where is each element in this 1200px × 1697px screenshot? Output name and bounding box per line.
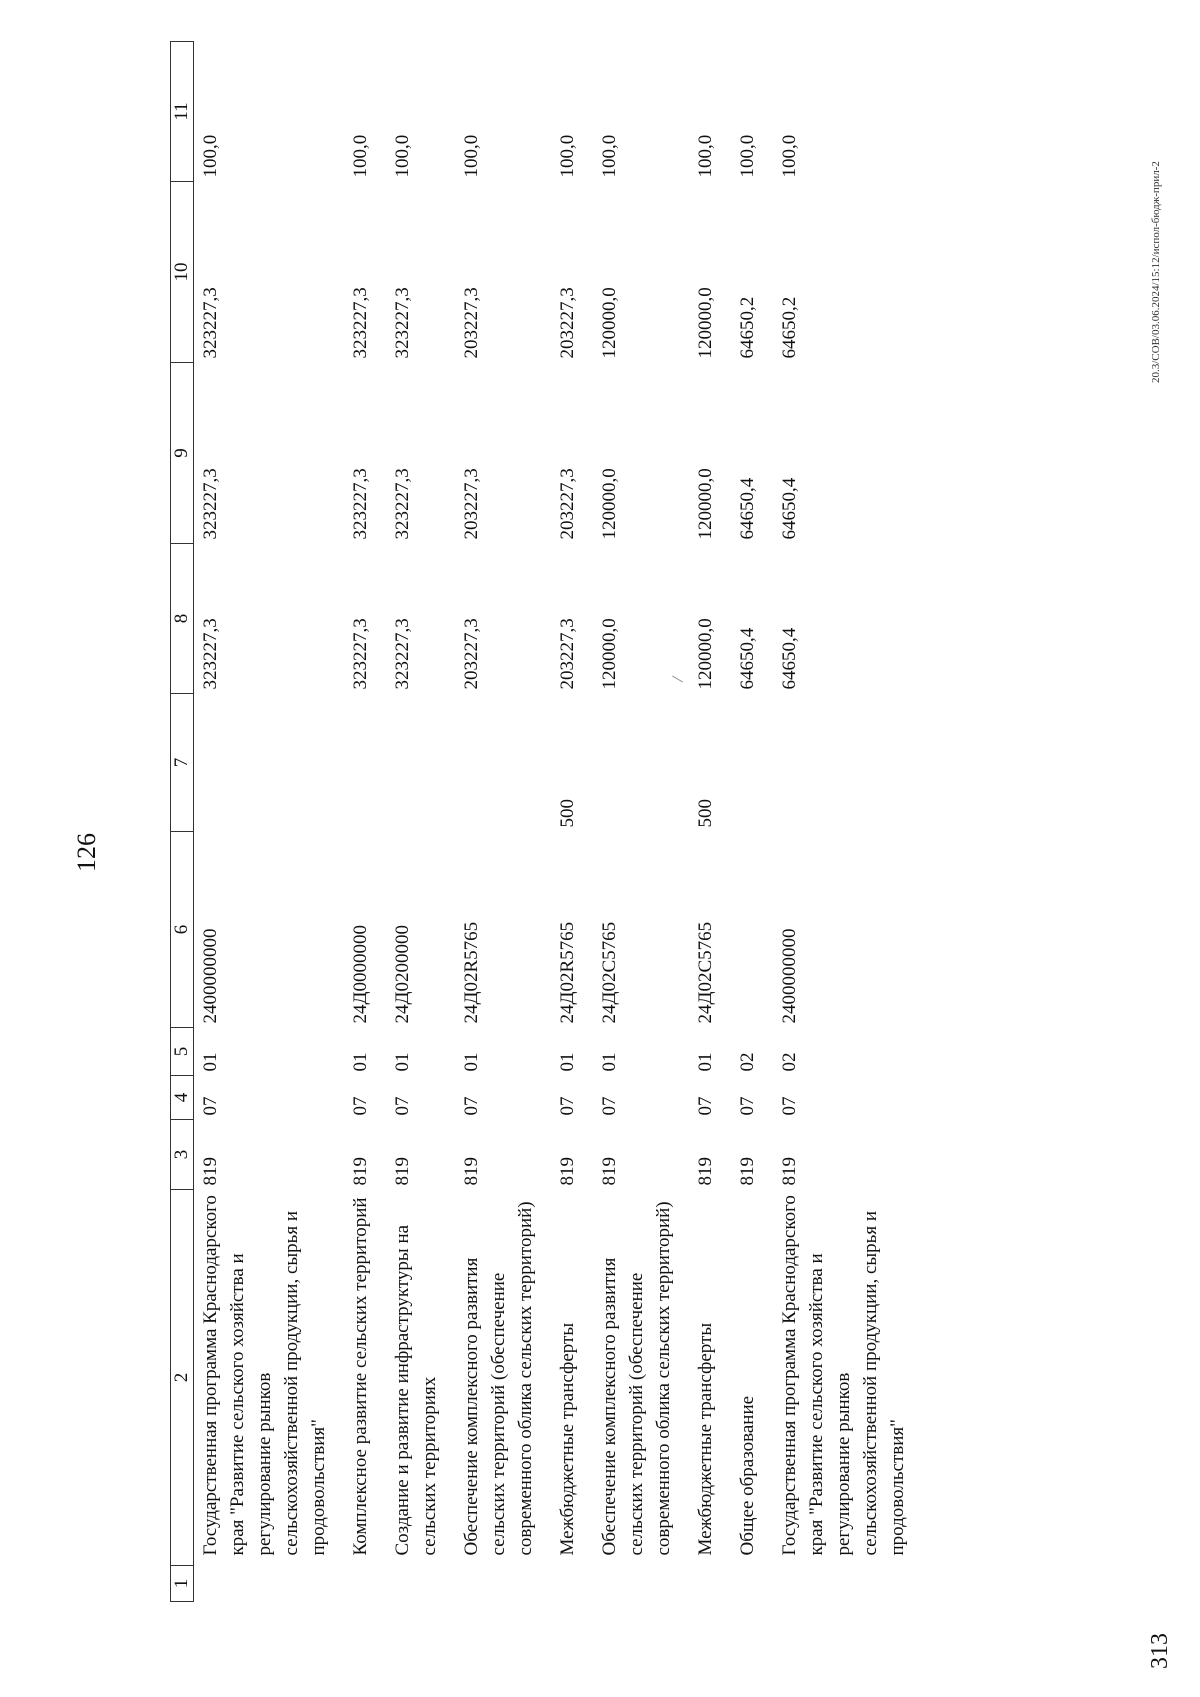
col-header: 6 [171,832,194,1028]
cell-amount: 64650,4 [779,477,800,540]
cell-admin-code: 819 [779,1157,800,1186]
item-name: Обеспечение комплексного развития сельских территорий (обеспечение современного облика сельских территорий) [599,1201,674,1556]
col-header: 2 [171,1190,194,1566]
cell-target-code: 24Д0000000 [350,925,371,1024]
cell-section: 07 [557,1096,578,1116]
cell-expense-type: 500 [695,799,716,828]
table-row [731,42,773,1602]
cell-percent: 100,0 [461,134,482,178]
header-row [171,42,194,1602]
item-name: Межбюджетные трансферты [695,1322,716,1556]
cell-target-code: 24Д02С5765 [695,921,716,1024]
cell-amount: 120000,0 [695,618,716,690]
cell-expense-type [593,694,689,832]
item-name: Комплексное развитие сельских территорий [350,1197,371,1556]
cell-amount: 203227,3 [557,468,578,540]
cell-percent: 100,0 [350,134,371,178]
cell-amount: 203227,3 [461,468,482,540]
cell-section: 07 [350,1096,371,1116]
cell-amount: 120000,0 [695,287,716,359]
cell-section: 07 [737,1096,758,1116]
cell-admin-code: 819 [461,1157,482,1186]
cell-amount: 203227,3 [461,618,482,690]
cell-section: 07 [461,1096,482,1116]
cell-admin-code: 819 [350,1157,371,1186]
budget-table [170,41,923,1602]
sheet-number: 313 [1147,1633,1173,1669]
cell-section: 07 [779,1096,800,1116]
cell-expense-type [731,694,773,832]
cell-expense-type [455,694,551,832]
table-row [551,42,593,1602]
item-name: Создание и развитие инфраструктуры на сельских территориях [392,1224,440,1556]
item-name: Обеспечение комплексного развития сельских территорий (обеспечение современного облика сельских территорий) [461,1201,536,1556]
cell-amount: 323227,3 [350,618,371,690]
cell-expense-type [773,694,923,832]
col-header: 7 [171,694,194,832]
cell-target-code [731,832,773,1028]
cell-section: 07 [599,1096,620,1116]
cell-subsection: 02 [737,1052,758,1072]
cell-subsection: 01 [350,1052,371,1072]
cell-target-code: 24Д0200000 [392,925,413,1024]
cell-percent: 100,0 [779,134,800,178]
cell-amount: 203227,3 [557,287,578,359]
cell-percent: 100,0 [392,134,413,178]
table-row [386,42,455,1602]
cell-admin-code: 819 [557,1157,578,1186]
cell-subsection: 01 [461,1052,482,1072]
cell-amount: 64650,2 [779,296,800,359]
item-name: Государственная программа Краснодарского края "Развитие сельского хозяйства и регулирование рынков сельскохозяйственной продукции, сырья и продовольствия" [200,1195,329,1556]
cell-amount: 64650,4 [779,627,800,690]
item-name: Межбюджетные трансферты [557,1322,578,1556]
col-header: 4 [171,1076,194,1120]
cell-admin-code: 819 [737,1157,758,1186]
cell-amount: 203227,3 [461,287,482,359]
cell-expense-type: 500 [557,799,578,828]
cell-amount: 64650,4 [737,477,758,540]
table-row [344,42,386,1602]
cell-amount: 203227,3 [557,618,578,690]
table-row [773,42,923,1602]
col-header: 10 [171,182,194,363]
cell-amount: 323227,3 [350,468,371,540]
table-row [455,42,551,1602]
cell-amount: 323227,3 [200,287,221,359]
cell-section: 07 [392,1096,413,1116]
cell-subsection: 01 [200,1052,221,1072]
cell-expense-type [344,694,386,832]
cell-amount: 120000,0 [599,468,620,540]
cell-amount: 64650,2 [737,296,758,359]
table-row [689,42,731,1602]
cell-amount: 323227,3 [350,287,371,359]
cell-percent: 100,0 [695,134,716,178]
cell-amount: 323227,3 [392,468,413,540]
cell-subsection: 01 [392,1052,413,1072]
cell-admin-code: 819 [599,1157,620,1186]
cell-percent: 100,0 [737,134,758,178]
cell-admin-code: 819 [392,1157,413,1186]
cell-section: 07 [695,1096,716,1116]
col-header: 1 [171,1566,194,1602]
cell-amount: 323227,3 [200,468,221,540]
col-header: 5 [171,1028,194,1076]
cell-target-code: 24Д02R5765 [461,921,482,1024]
cell-target-code: 24Д02R5765 [557,921,578,1024]
cell-amount: 120000,0 [599,618,620,690]
cell-expense-type [194,694,345,832]
cell-target-code: 24Д02С5765 [599,921,620,1024]
item-name: Государственная программа Краснодарского края "Развитие сельского хозяйства и регулирование рынков сельскохозяйственной продукции, сырья и продовольствия" [779,1195,908,1556]
col-header: 9 [171,363,194,544]
page-number: 126 [72,833,101,872]
cell-percent: 100,0 [599,134,620,178]
cell-percent: 100,0 [200,134,221,178]
cell-amount: 323227,3 [200,618,221,690]
cell-percent: 100,0 [557,134,578,178]
cell-amount: 120000,0 [599,287,620,359]
cell-amount: 64650,4 [737,627,758,690]
cell-target-code: 2400000000 [779,928,800,1024]
cell-amount: 120000,0 [695,468,716,540]
col-header: 3 [171,1120,194,1190]
cell-subsection: 02 [779,1052,800,1072]
cell-subsection: 01 [557,1052,578,1072]
col-header: 11 [171,42,194,182]
table-row [593,42,689,1602]
item-name: Общее образование [737,1395,758,1556]
footer-stamp: 20.3/СОВ/03.06.2024/15:12/испол-бюдж-прил-2 [1150,161,1162,383]
cell-target-code: 2400000000 [200,928,221,1024]
cell-section: 07 [200,1096,221,1116]
cell-admin-code: 819 [695,1157,716,1186]
cell-amount: 323227,3 [392,618,413,690]
col-header: 8 [171,544,194,694]
cell-amount: 323227,3 [392,287,413,359]
cell-expense-type [386,694,455,832]
table-row [194,42,345,1602]
cell-subsection: 01 [695,1052,716,1072]
cell-admin-code: 819 [200,1157,221,1186]
cell-subsection: 01 [599,1052,620,1072]
